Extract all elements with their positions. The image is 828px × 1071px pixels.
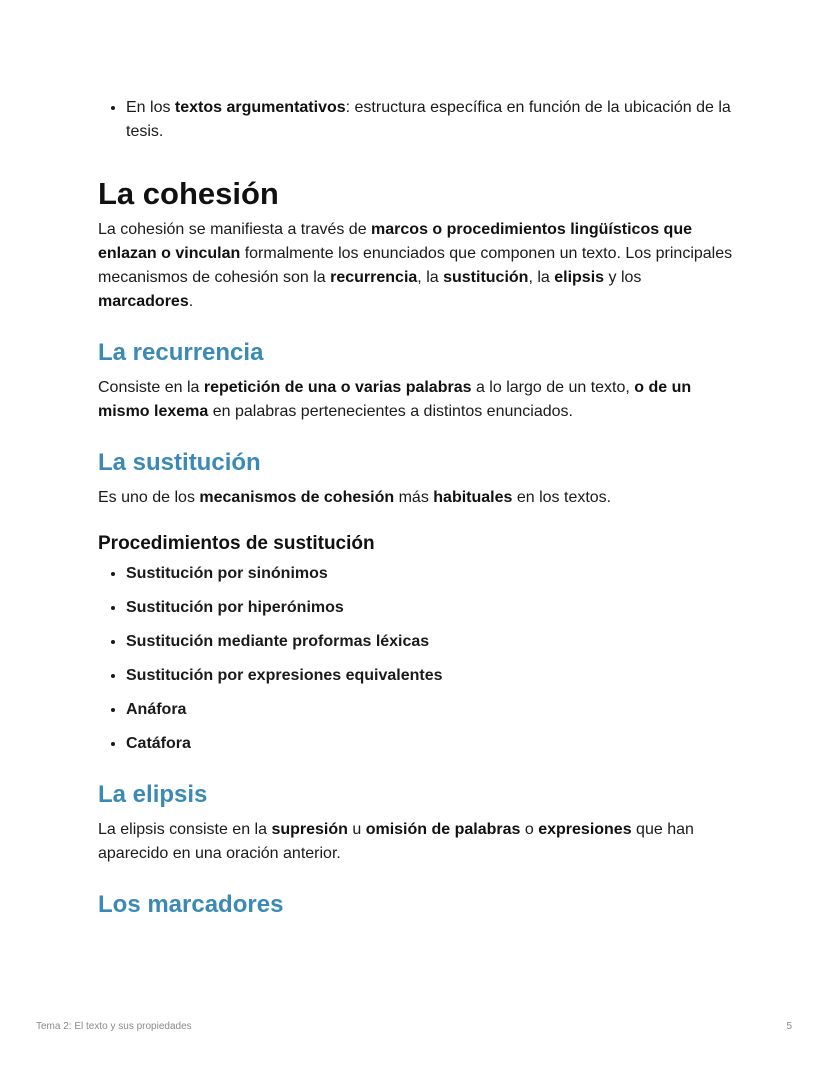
procedimientos-list	[98, 562, 738, 756]
list-item: • En los textos argumentativos: estructura específica en función de la ubicación de la tesis.	[126, 96, 738, 144]
list-item: • Catáfora	[126, 732, 738, 756]
list-item: • Sustitución mediante proformas léxicas	[126, 630, 738, 654]
recurrencia-paragraph: Consiste en la repetición de una o varias palabras a lo largo de un texto, o de un mismo lexema en palabras pertenecientes a distintos enunciados.	[98, 379, 692, 420]
intro-list	[98, 96, 738, 144]
elipsis-paragraph: La elipsis consiste en la supresión u omisión de palabras o expresiones que han aparecido en una oración anterior.	[98, 821, 694, 862]
list-item: • Sustitución por sinónimos	[126, 562, 738, 586]
sustitucion-paragraph: Es uno de los mecanismos de cohesión más habituales en los textos.	[98, 489, 612, 506]
bold-term: textos argumentativos	[174, 99, 346, 116]
list-item: • Sustitución por hiperónimos	[126, 596, 738, 620]
page-number: 5	[786, 1021, 792, 1032]
footer-title: Tema 2: El texto y sus propiedades	[36, 1021, 192, 1032]
heading-recurrencia: La recurrencia	[98, 339, 264, 366]
heading-marcadores: Los marcadores	[98, 891, 284, 918]
list-item: • Sustitución por expresiones equivalentes	[126, 664, 738, 688]
list-item: • Anáfora	[126, 698, 738, 722]
subheading-procedimientos: Procedimientos de sustitución	[98, 533, 375, 554]
heading-sustitucion: La sustitución	[98, 449, 261, 476]
cohesion-paragraph: La cohesión se manifiesta a través de marcos o procedimientos lingüísticos que enlazan o vinculan formalmente los enunciados que componen un texto. Los principales mecanismos de cohesión son la recurrencia, la sustitución, la elipsis y los marcadores.	[98, 221, 733, 310]
document-body	[98, 96, 738, 928]
section-title-cohesion: La cohesión	[98, 176, 279, 211]
heading-elipsis: La elipsis	[98, 781, 208, 808]
